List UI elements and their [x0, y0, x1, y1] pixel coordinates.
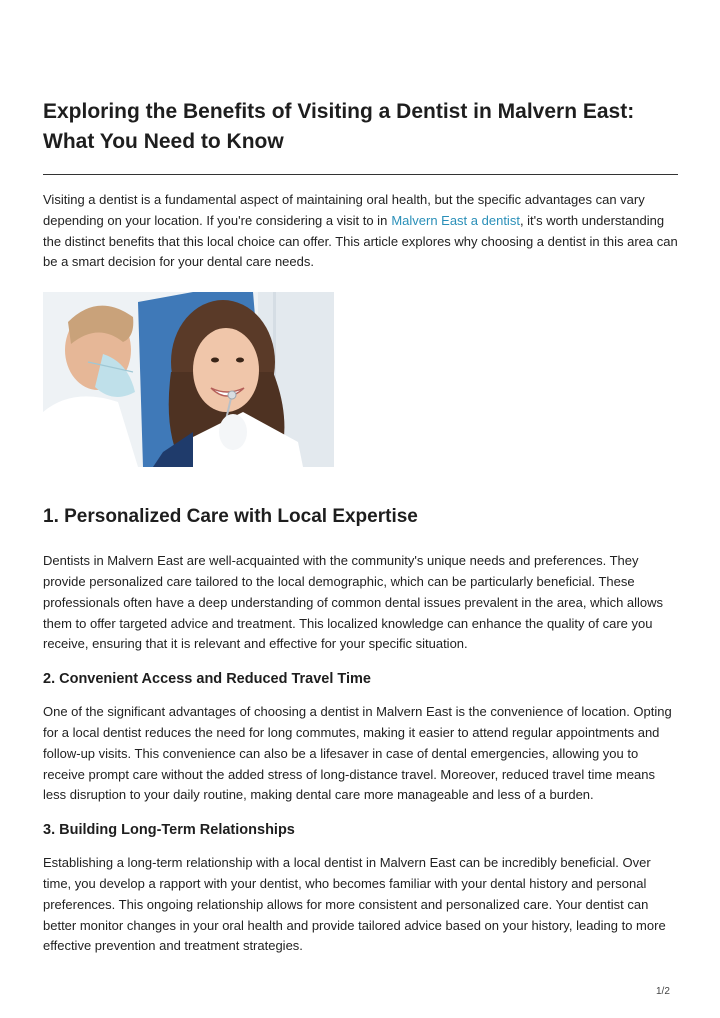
intro-paragraph — [43, 190, 678, 273]
section-1-body: Dentists in Malvern East are well-acquainted with the community's unique needs and preferences. They provide personalized care tailored to the local demographic, which can be particularly beneficial. These professionals often have a deep understanding of common dental issues prevalent in the area, which allows them to offer targeted advice and treatment. This localized knowledge can enhance the quality of care you receive, ensuring that it is relevant and effective for your specific situation. — [43, 553, 664, 652]
section-3-body: Establishing a long-term relationship with a local dentist in Malvern East can be incredibly beneficial. Over time, you develop a rapport with your dentist, who becomes familiar with your dental history and personal preferences. This ongoing relationship allows for more consistent and personalized care. Your dentist can better monitor changes in your oral health and provide tailored advice based on your history, leading to more effective prevention and treatment strategies. — [43, 855, 666, 954]
page-title — [43, 97, 678, 157]
hero-image — [43, 292, 334, 467]
intro-text-before: Visiting a dentist is a fundamental aspect of maintaining oral health, but the specific advantages can vary depending on your location. If you're considering a visit to in — [43, 192, 645, 228]
title-line-1: Exploring the Benefits of Visiting a Dentist in Malvern East: — [43, 100, 635, 123]
title-divider — [43, 174, 678, 175]
page-number: 1/2 — [656, 986, 670, 997]
section-3-heading: 3. Building Long-Term Relationships — [43, 822, 295, 839]
section-1-heading: 1. Personalized Care with Local Expertise — [43, 506, 418, 528]
intro-text-after: , it's worth understanding the distinct benefits that this local choice can offer. This article explores why choosing a dentist in this area can be a smart decision for your dental care needs. — [43, 212, 678, 270]
dentist-patient-photo — [43, 292, 334, 467]
malvern-east-dentist-link[interactable]: Malvern East a dentist — [391, 212, 520, 228]
section-2-body: One of the significant advantages of choosing a dentist in Malvern East is the convenience of location. Opting for a local dentist reduces the need for long commutes, making it easier to attend regular appointments and follow-up visits. This convenience can also be a lifesaver in case of dental emergencies, allowing you to receive prompt care without the added stress of long-distance travel. Moreover, reduced travel time means less disruption to your daily routine, making dental care more manageable and less of a burden. — [43, 704, 672, 803]
title-line-2: What You Need to Know — [43, 130, 284, 153]
section-2-heading: 2. Convenient Access and Reduced Travel Time — [43, 671, 371, 688]
document-page — [43, 97, 678, 957]
